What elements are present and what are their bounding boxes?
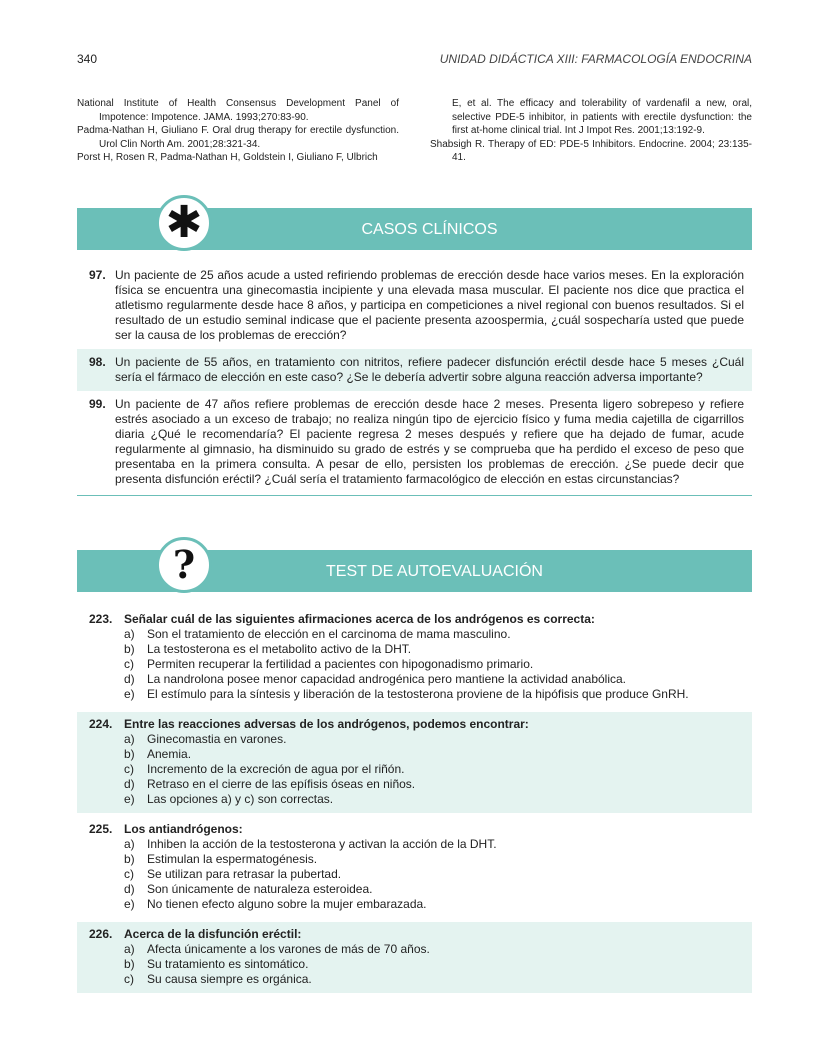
test-questions	[77, 607, 752, 997]
option-letter: b)	[124, 747, 135, 761]
option-list	[124, 837, 744, 912]
option-text: Estimulan la espermatogénesis.	[147, 852, 318, 866]
page-number: 340	[77, 52, 98, 66]
cases-title: CASOS CLÍNICOS	[361, 221, 498, 238]
option-list	[124, 942, 744, 987]
option-text: La nandrolona posee menor capacidad androgénica pero mantiene la actividad anabólica.	[147, 672, 627, 686]
question-block	[77, 922, 752, 993]
answer-option	[124, 852, 744, 867]
option-text: Se utilizan para retrasar la pubertad.	[147, 867, 342, 881]
reference-item: Porst H, Rosen R, Padma-Nathan H, Goldstein I, Giuliano F, Ulbrich	[77, 152, 378, 163]
question-block	[77, 712, 752, 813]
case-text: Un paciente de 55 años, en tratamiento con nitritos, refiere padecer disfunción eréctil desde hace 5 meses ¿Cuál sería el fármaco de elección en este caso? ¿Se le debería advertir sobre alguna reacción adversa importante?	[115, 355, 744, 384]
answer-option	[124, 747, 744, 762]
option-letter: c)	[124, 867, 134, 881]
option-text: Son únicamente de naturaleza esteroidea.	[147, 882, 373, 896]
question-block	[77, 817, 752, 918]
option-text: Afecta únicamente a los varones de más de 70 años.	[147, 942, 430, 956]
references-right-column	[430, 97, 752, 165]
answer-option	[124, 687, 744, 702]
question-number: 223.	[89, 612, 113, 626]
answer-option	[124, 657, 744, 672]
cases-list	[77, 262, 752, 496]
answer-option	[124, 777, 744, 792]
option-letter: e)	[124, 792, 135, 806]
option-text: Las opciones a) y c) son correctas.	[147, 792, 334, 806]
case-text: Un paciente de 25 años acude a usted refiriendo problemas de erección desde hace varios meses. En la exploración física se encuentra una ginecomastia incipiente y una elevada masa muscular. El paciente nos dice que practica el atletismo regularmente desde hace 8 años, y participa en competiciones a nivel regional con buenos resultados. Si el resultado de un estudio seminal indicase que el paciente presenta azoospermia, ¿cuál sospecharía usted que puede ser la causa de los problemas de erección?	[115, 268, 744, 342]
question-mark-icon: ?	[172, 542, 196, 587]
option-letter: c)	[124, 972, 134, 986]
option-text: El estímulo para la síntesis y liberación de la testosterona proviene de la hipófisis que produce GnRH.	[147, 687, 689, 701]
question-number: 226.	[89, 927, 113, 941]
answer-option	[124, 897, 744, 912]
option-text: La testosterona es el metabolito activo de la DHT.	[147, 642, 412, 656]
question-stem: Entre las reacciones adversas de los andrógenos, podemos encontrar:	[124, 717, 529, 731]
cases-banner	[77, 197, 752, 250]
answer-option	[124, 867, 744, 882]
case-number: 98.	[89, 355, 106, 369]
option-text: Ginecomastia en varones.	[147, 732, 287, 746]
test-banner	[77, 542, 752, 592]
option-text: Su causa siempre es orgánica.	[147, 972, 312, 986]
question-stem: Acerca de la disfunción eréctil:	[124, 927, 302, 941]
answer-option	[124, 882, 744, 897]
option-letter: a)	[124, 627, 135, 641]
option-letter: c)	[124, 657, 134, 671]
option-list	[124, 627, 744, 702]
option-letter: e)	[124, 687, 135, 701]
option-letter: e)	[124, 897, 135, 911]
option-text: Anemia.	[147, 747, 192, 761]
answer-option	[124, 837, 744, 852]
option-list	[124, 732, 744, 807]
case-text: Un paciente de 47 años refiere problemas de erección desde hace 2 meses. Presenta ligero sobrepeso y refiere estrés asociado a un exceso de trabajo; no realiza ningún tipo de ejercicio físico y fuma media cajetilla de cigarrillos diaria ¿Qué le recomendaría? El paciente regresa 2 meses después y refiere que ha dejado de fumar, acude regularmente al gimnasio, ha disminuido su grado de estrés y se comprueba que ha perdido el exceso de peso que presentaba en la primera consulta. A pesar de ello, persisten los problemas de erección. ¿Se puede decir que presenta disfunción eréctil? ¿Cuál sería el tratamiento farmacológico de elección en estas circunstancias?	[115, 397, 744, 486]
reference-item-continued: E, et al. The efficacy and tolerability of vardenafil a new, oral, selective PDE-5 inhibitor, in patients with erectile dysfunction: the first at-home clinical trial. Int J Impot Res. 2001;13:192-9.	[452, 98, 752, 136]
reference-item: Padma-Nathan H, Giuliano F. Oral drug therapy for erectile dysfunction. Urol Clin North Am. 2001;28:321-34.	[77, 125, 399, 150]
option-letter: a)	[124, 837, 135, 851]
answer-option	[124, 957, 744, 972]
case-item	[77, 391, 752, 493]
option-text: Retraso en el cierre de las epífisis óseas en niños.	[147, 777, 416, 791]
option-letter: d)	[124, 882, 135, 896]
answer-option	[124, 627, 744, 642]
option-text: Permiten recuperar la fertilidad a pacientes con hipogonadismo primario.	[147, 657, 534, 671]
answer-option	[124, 642, 744, 657]
running-title: UNIDAD DIDÁCTICA XIII: FARMACOLOGÍA ENDOCRINA	[439, 52, 752, 66]
case-item	[77, 262, 752, 349]
option-text: Incremento de la excreción de agua por el riñón.	[147, 762, 405, 776]
option-text: No tienen efecto alguno sobre la mujer embarazada.	[147, 897, 427, 911]
answer-option	[124, 792, 744, 807]
option-text: Su tratamiento es sintomático.	[147, 957, 309, 971]
answer-option	[124, 732, 744, 747]
option-letter: d)	[124, 672, 135, 686]
question-number: 225.	[89, 822, 113, 836]
page-header	[77, 52, 752, 70]
option-letter: b)	[124, 957, 135, 971]
question-number: 224.	[89, 717, 113, 731]
option-text: Son el tratamiento de elección en el carcinoma de mama masculino.	[147, 627, 511, 641]
test-title: TEST DE AUTOEVALUACIÓN	[326, 563, 543, 580]
case-number: 99.	[89, 397, 106, 411]
answer-option	[124, 762, 744, 777]
answer-option	[124, 972, 744, 987]
option-letter: b)	[124, 642, 135, 656]
reference-item: Shabsigh R. Therapy of ED: PDE-5 Inhibitors. Endocrine. 2004; 23:135-41.	[430, 138, 752, 163]
case-item	[77, 349, 752, 391]
question-stem: Los antiandrógenos:	[124, 822, 243, 836]
option-letter: d)	[124, 777, 135, 791]
question-block	[77, 607, 752, 708]
option-letter: c)	[124, 762, 134, 776]
answer-option	[124, 672, 744, 687]
answer-option	[124, 942, 744, 957]
asterisk-icon: ✱	[165, 197, 203, 248]
option-letter: a)	[124, 942, 135, 956]
reference-item: National Institute of Health Consensus Development Panel of Impotence: Impotence. JAMA. 1993;270:83-90.	[77, 98, 399, 123]
question-stem: Señalar cuál de las siguientes afirmaciones acerca de los andrógenos es correcta:	[124, 612, 595, 626]
option-letter: a)	[124, 732, 135, 746]
case-number: 97.	[89, 268, 106, 282]
references-left-column	[77, 97, 399, 165]
option-letter: b)	[124, 852, 135, 866]
section-divider	[77, 495, 752, 496]
option-text: Inhiben la acción de la testosterona y activan la acción de la DHT.	[147, 837, 497, 851]
